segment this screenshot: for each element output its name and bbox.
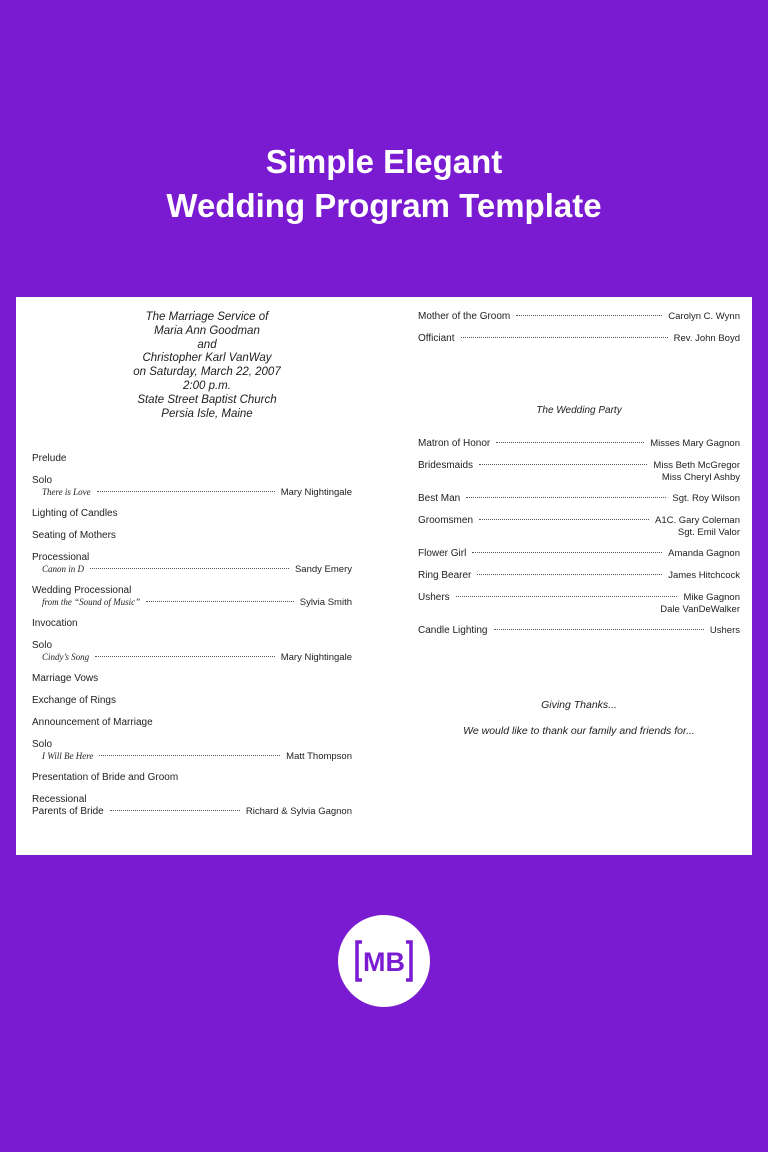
role-name: Amanda Gagnon [668, 548, 740, 559]
role-entry [418, 515, 740, 538]
role-label: Candle Lighting [418, 625, 488, 636]
piece-title: Canon in D [42, 564, 85, 575]
service-item [32, 695, 352, 707]
role-name: Ushers [709, 625, 740, 636]
role-label: Ring Bearer [418, 570, 472, 581]
role-entry [418, 570, 740, 582]
role-entry [418, 333, 740, 345]
piece-title: Parents of Bride [32, 806, 104, 818]
dot-leader [99, 755, 280, 756]
performer: Matt Thompson [286, 751, 352, 763]
dot-leader [95, 656, 275, 657]
role-name: Dale VanDeWalker [660, 604, 740, 615]
dot-leader [110, 810, 240, 811]
role-entry [418, 460, 740, 483]
service-item-name: Processional [32, 552, 90, 564]
service-item [32, 717, 352, 729]
service-item [32, 453, 352, 465]
service-item-name: Announcement of Marriage [32, 717, 153, 729]
dot-leader [456, 596, 678, 597]
service-item [32, 739, 352, 762]
role-name: A1C. Gary Coleman [654, 515, 740, 526]
service-item [32, 772, 352, 784]
service-item [32, 552, 352, 575]
role-label: Matron of Honor [418, 438, 491, 449]
role-label: Groomsmen [418, 515, 474, 526]
service-item-name: Solo [32, 640, 53, 652]
service-item-name: Recessional [32, 794, 87, 806]
role-row [418, 570, 740, 582]
logo-text: MB [363, 947, 405, 977]
wedding-party-title: The Wedding Party [536, 405, 622, 416]
header-line: Persia Isle, Maine [161, 407, 253, 420]
top-roles [418, 311, 740, 345]
title-line-2: Wedding Program Template [166, 187, 602, 224]
service-item [32, 673, 352, 685]
dot-leader [477, 574, 662, 575]
role-name: Sgt. Roy Wilson [672, 493, 740, 504]
role-name: Sgt. Emil Valor [677, 527, 740, 538]
header-line: on Saturday, March 22, 2007 [133, 366, 281, 379]
dot-leader [472, 552, 662, 553]
service-item-detail [32, 751, 352, 762]
role-row [418, 625, 740, 637]
service-item-name: Presentation of Bride and Groom [32, 772, 179, 784]
mb-logo-icon [355, 939, 413, 983]
performer: Mary Nightingale [280, 487, 352, 499]
header-line: The Marriage Service of [145, 311, 269, 323]
role-label: Mother of the Groom [418, 311, 511, 322]
order-of-service [32, 453, 352, 817]
role-name: Miss Beth McGregor [653, 460, 740, 471]
page-title [0, 140, 768, 228]
dot-leader [479, 519, 649, 520]
header-line: and [197, 338, 217, 351]
role-name: James Hitchcock [668, 570, 740, 581]
performer: Sylvia Smith [299, 597, 352, 609]
role-row [418, 548, 740, 560]
piece-title: I Will Be Here [42, 751, 94, 762]
performer: Mary Nightingale [280, 652, 352, 664]
service-item-name: Exchange of Rings [32, 695, 116, 707]
piece-title: from the “Sound of Music” [42, 597, 141, 608]
role-row [418, 438, 740, 450]
role-row [418, 333, 740, 345]
role-row [418, 311, 740, 323]
dot-leader [516, 315, 662, 316]
program-preview [16, 297, 752, 855]
performer: Sandy Emery [294, 564, 352, 576]
dot-leader [494, 629, 704, 630]
service-item-name: Solo [32, 739, 53, 751]
service-item-detail [32, 597, 352, 608]
header-line: Christopher Karl VanWay [142, 352, 272, 365]
service-item-name: Seating of Mothers [32, 530, 116, 542]
service-item [32, 618, 352, 630]
role-name: Rev. John Boyd [673, 333, 740, 344]
mb-logo [338, 915, 430, 1007]
service-item [32, 530, 352, 542]
header-line: 2:00 p.m. [183, 379, 231, 392]
role-entry [418, 592, 740, 615]
dot-leader [90, 568, 289, 569]
service-item-name: Marriage Vows [32, 673, 99, 685]
service-item [32, 794, 352, 817]
dot-leader [97, 491, 275, 492]
dot-leader [496, 442, 644, 443]
role-name: Carolyn C. Wynn [668, 311, 740, 322]
header-line: State Street Baptist Church [137, 393, 277, 406]
role-name: Miss Cheryl Ashby [661, 472, 740, 483]
service-item-detail [32, 806, 352, 817]
role-entry [418, 493, 740, 505]
title-line-1: Simple Elegant [265, 143, 503, 180]
service-item-name: Invocation [32, 618, 78, 630]
service-item-detail [32, 652, 352, 663]
service-header [32, 311, 352, 421]
service-item [32, 475, 352, 498]
service-item [32, 640, 352, 663]
service-item [32, 508, 352, 520]
service-item-detail [32, 487, 352, 498]
role-row [418, 493, 740, 505]
thanks-title: Giving Thanks... [541, 699, 617, 711]
role-row [418, 592, 740, 604]
service-item-name: Solo [32, 475, 53, 487]
role-entry [418, 625, 740, 637]
role-row [418, 515, 740, 527]
role-name: Misses Mary Gagnon [650, 438, 740, 449]
piece-title: Cindy’s Song [42, 652, 90, 663]
dot-leader [466, 497, 666, 498]
service-item-name: Lighting of Candles [32, 508, 118, 520]
role-name: Mike Gagnon [683, 592, 740, 603]
wedding-party [418, 438, 740, 637]
role-entry [418, 548, 740, 560]
role-label: Flower Girl [418, 548, 467, 559]
thanks-text: We would like to thank our family and friends for... [463, 725, 695, 737]
service-item [32, 585, 352, 608]
dot-leader [146, 601, 294, 602]
program-left-page [32, 311, 352, 827]
role-label: Best Man [418, 493, 461, 504]
piece-title: There is Love [42, 487, 91, 498]
header-line: Maria Ann Goodman [154, 324, 260, 337]
role-entry [418, 438, 740, 450]
role-row [418, 460, 740, 472]
service-item-name: Prelude [32, 453, 67, 465]
role-label: Ushers [418, 592, 450, 603]
role-label: Bridesmaids [418, 460, 474, 471]
role-label: Officiant [418, 333, 455, 344]
performer: Richard & Sylvia Gagnon [245, 806, 352, 818]
service-item-name: Wedding Processional [32, 585, 132, 597]
program-right-page [418, 311, 740, 737]
dot-leader [461, 337, 668, 338]
role-entry [418, 311, 740, 323]
service-item-detail [32, 564, 352, 575]
dot-leader [479, 464, 647, 465]
